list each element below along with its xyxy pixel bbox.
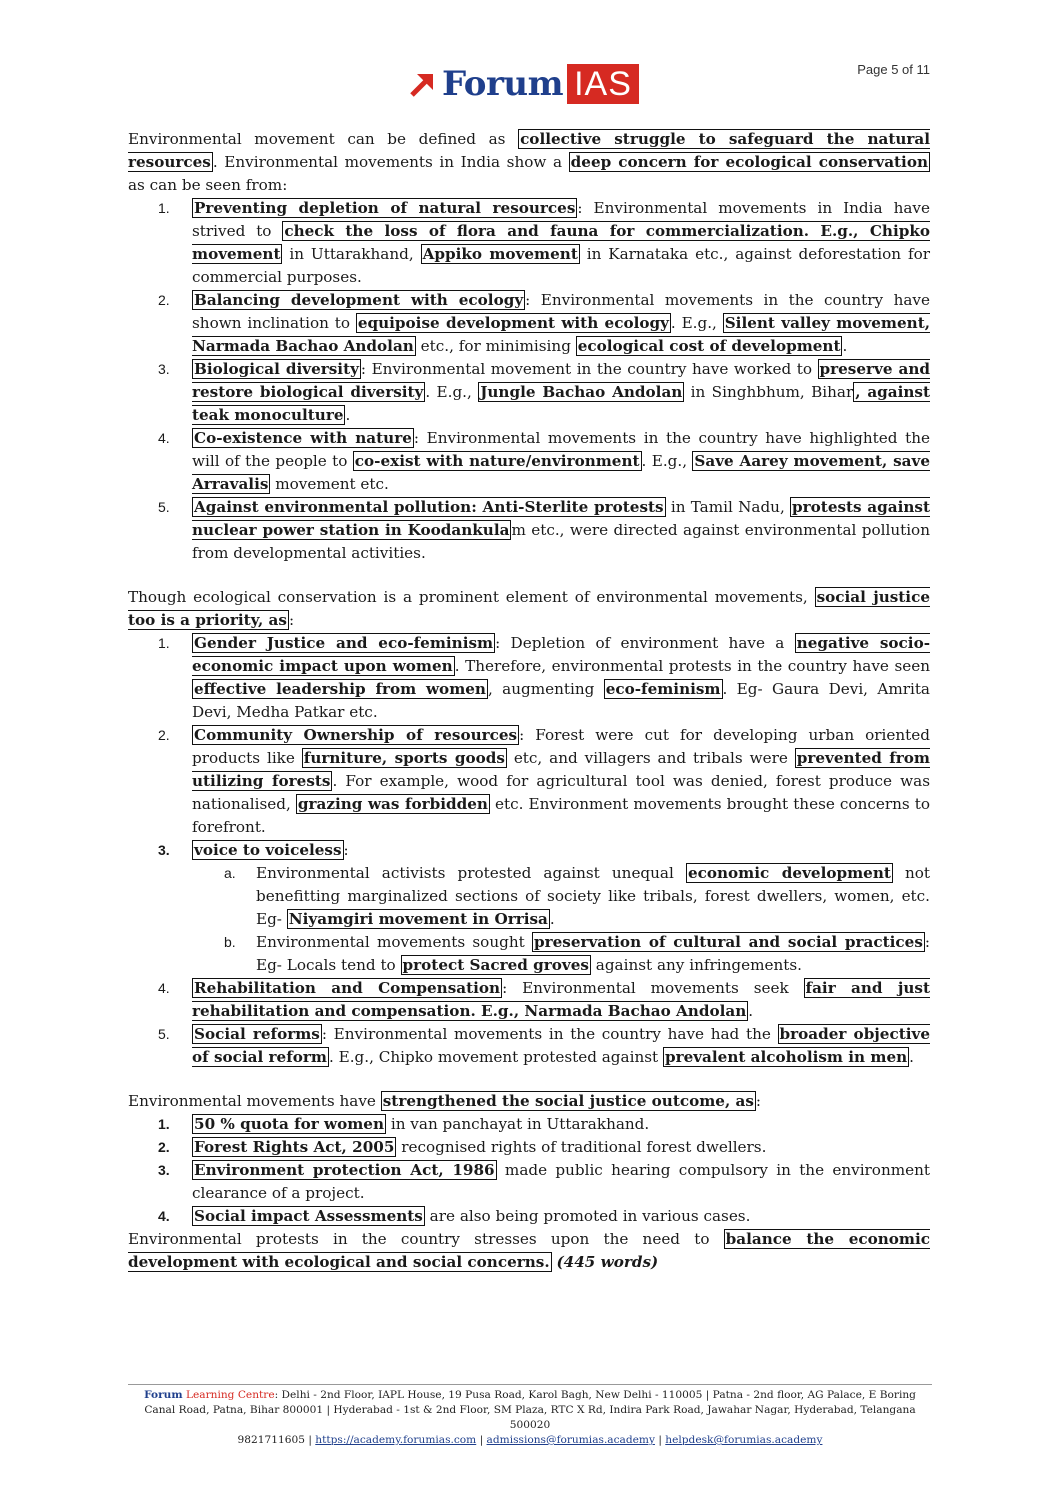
text: in Karnataka etc., against deforestation for commercial purposes. xyxy=(192,245,930,286)
text: etc. Environment movements brought these concerns to forefront. xyxy=(192,795,930,836)
list-number: 1. xyxy=(158,1116,170,1132)
list-item xyxy=(128,724,930,839)
keyword-box: Niyamgiri movement in Orrisa xyxy=(288,910,548,928)
keyword-box: protests against nuclear power station in Koodankula xyxy=(192,498,930,539)
keyword-box: economic development xyxy=(687,864,891,882)
text: recognised rights of traditional forest dwellers. xyxy=(396,1138,767,1156)
keyword-box: Rehabilitation and Compensation xyxy=(194,979,501,997)
social-justice-paragraph xyxy=(128,586,930,632)
text: : Environmental movements seek xyxy=(502,979,804,997)
outcome-paragraph xyxy=(128,1090,930,1113)
keyword-box: protect Sacred groves xyxy=(402,956,589,974)
text: : Environmental movements in the country have had the xyxy=(321,1025,778,1043)
list-number: 2. xyxy=(158,727,170,743)
list-number: 2. xyxy=(158,292,170,308)
text: . E.g., xyxy=(641,452,693,470)
keyword-box: Co-existence with nature xyxy=(194,429,412,447)
text: , augmenting xyxy=(487,680,604,698)
sub-list-item xyxy=(128,931,930,977)
text: Environmental movements have xyxy=(128,1092,381,1110)
text: : Environmental movements in India have strived to xyxy=(192,199,930,240)
footer xyxy=(128,1388,932,1448)
separator: | xyxy=(476,1434,487,1446)
list-number: 3. xyxy=(158,1162,170,1178)
text: . Environmental movements in India show a xyxy=(212,153,569,171)
logo-forum-text: Forum xyxy=(442,64,564,104)
keyword-box: preservation of cultural and social practices xyxy=(533,933,923,951)
list-item xyxy=(128,358,930,427)
text: in Singhbhum, Bihar xyxy=(684,383,854,401)
list-number: 3. xyxy=(158,361,170,377)
footer-phone: 9821711605 xyxy=(237,1434,305,1446)
list-ecological-conservation xyxy=(128,197,930,565)
text: not benefitting marginalized sections of society like tribals, forest dwellers, women, etc. Eg- xyxy=(256,864,931,928)
keyword-box: broader objective of social reform xyxy=(192,1025,930,1066)
text: . xyxy=(748,1002,754,1020)
list-item xyxy=(128,496,930,565)
keyword-box: Social impact Assessments xyxy=(194,1207,423,1225)
separator: | xyxy=(304,1434,316,1446)
keyword-box: Community Ownership of resources xyxy=(194,726,518,744)
text: . Therefore, environmental protests in the country have seen xyxy=(454,657,930,675)
text: . E.g., xyxy=(425,383,479,401)
text: : xyxy=(288,611,295,629)
keyword-box: prevalent alcoholism in men xyxy=(664,1048,908,1066)
keyword-box: ecological cost of development xyxy=(577,337,841,355)
keyword-box: collective struggle to safeguard the natural resources xyxy=(128,130,930,171)
keyword-box: check the loss of flora and fauna for commercialization. E.g., Chipko movement xyxy=(192,222,930,263)
text: : Environmental movements in the country have shown inclination to xyxy=(192,291,931,332)
list-number: 4. xyxy=(158,980,170,996)
sub-list-item xyxy=(128,862,930,931)
list-item xyxy=(128,1205,930,1228)
conclusion-paragraph xyxy=(128,1228,930,1274)
text: : Environmental movements in the country have highlighted the will of the people to xyxy=(192,429,930,470)
forumias-logo xyxy=(408,64,639,104)
list-number: 3. xyxy=(158,842,170,858)
footer-address: : Delhi - 2nd Floor, IAPL House, 19 Pusa Road, Karol Bagh, New Delhi - 110005 | Patna - 2nd floor, AG Palace, E Boring Canal Road, Patna, Bihar 800001 | Hyderabad - 1st & 2nd Floor, SM Plaza, RTC X Rd, Indira Park Road, Jawahar Nagar, Hyderabad, Telangana 500020 xyxy=(144,1389,916,1431)
text: . xyxy=(345,406,351,424)
list-item xyxy=(128,289,930,358)
article-body xyxy=(128,128,930,1274)
keyword-box: Social reforms xyxy=(194,1025,320,1043)
list-number: 5. xyxy=(158,1026,170,1042)
paragraph-gap xyxy=(128,565,930,586)
text: : Forest were cut for developing urban oriented products like xyxy=(192,726,930,767)
list-item xyxy=(128,427,930,496)
keyword-box: social justice too is a priority, as xyxy=(128,588,930,629)
list-item xyxy=(128,1136,930,1159)
list-number: 5. xyxy=(158,499,170,515)
text: etc, and villagers and tribals were xyxy=(506,749,795,767)
intro-paragraph xyxy=(128,128,930,197)
list-item xyxy=(128,839,930,977)
paragraph-gap xyxy=(128,1069,930,1090)
list-number: 2. xyxy=(158,1139,170,1155)
keyword-box: eco-feminism xyxy=(605,680,721,698)
logo-ias-text: IAS xyxy=(567,64,639,104)
text: Environmental protests in the country stresses upon the need to xyxy=(128,1230,724,1248)
text: Environmental movements sought xyxy=(256,933,532,951)
text: Though ecological conservation is a prominent element of environmental movements, xyxy=(128,588,815,606)
keyword-box: effective leadership from women xyxy=(194,680,486,698)
list-item xyxy=(128,1159,930,1205)
keyword-box: Biological diversity xyxy=(194,360,359,378)
word-count: (445 words) xyxy=(556,1253,659,1271)
text: are also being promoted in various cases. xyxy=(424,1207,751,1225)
list-number: 4. xyxy=(158,1208,170,1224)
list-item xyxy=(128,1113,930,1136)
list-item xyxy=(128,197,930,289)
footer-brand: Forum xyxy=(144,1389,183,1401)
text: made public hearing compulsory in the environment clearance of a project. xyxy=(192,1161,931,1202)
footer-helpdesk-email-link[interactable]: helpdesk@forumias.academy xyxy=(665,1434,823,1446)
keyword-box: deep concern for ecological conservation xyxy=(570,153,928,171)
keyword-box: furniture, sports goods xyxy=(303,749,505,767)
text: : Eg- Locals tend to xyxy=(256,933,931,974)
text: etc., for minimising xyxy=(415,337,576,355)
text: m etc., were directed against environmental pollution from developmental activities. xyxy=(192,521,930,562)
keyword-box: Against environmental pollution: Anti-Sterlite protests xyxy=(194,498,664,516)
text: . E.g., Chipko movement protested against xyxy=(328,1048,663,1066)
sub-list-letter: a. xyxy=(224,865,236,881)
text: in Uttarakhand, xyxy=(282,245,421,263)
keyword-box: Jungle Bachao Andolan xyxy=(480,383,683,401)
text: : xyxy=(755,1092,762,1110)
text: : Depletion of environment have a xyxy=(495,634,795,652)
keyword-box: grazing was forbidden xyxy=(297,795,488,813)
keyword-box: Gender Justice and eco-feminism xyxy=(194,634,494,652)
keyword-box: negative socio-economic impact upon women xyxy=(192,634,931,675)
list-number: 1. xyxy=(158,200,170,216)
keyword-box: equipoise development with ecology xyxy=(357,314,669,332)
keyword-box: preserve and restore biological diversity xyxy=(192,360,930,401)
text: in van panchayat in Uttarakhand. xyxy=(386,1115,650,1133)
footer-admissions-email-link[interactable]: admissions@forumias.academy xyxy=(486,1434,655,1446)
text: in Tamil Nadu, xyxy=(665,498,791,516)
page-number: Page 5 of 11 xyxy=(857,62,930,77)
list-number: 4. xyxy=(158,430,170,446)
text: against any infringements. xyxy=(590,956,802,974)
text: as can be seen from: xyxy=(128,176,288,194)
keyword-box: Appiko movement xyxy=(422,245,578,263)
keyword-box: voice to voiceless xyxy=(194,841,342,859)
keyword-box: , against teak monoculture xyxy=(192,383,930,424)
footer-brand-suffix: Learning Centre xyxy=(182,1389,275,1401)
keyword-box: fair and just rehabilitation and compensation. E.g., Narmada Bachao Andolan xyxy=(192,979,930,1020)
text: . xyxy=(842,337,848,355)
keyword-box: Silent valley movement, Narmada Bachao Andolan xyxy=(192,314,930,355)
text: Environmental movement can be defined as xyxy=(128,130,519,148)
text: Environmental activists protested against unequal xyxy=(256,864,686,882)
arrow-logo-icon xyxy=(408,69,438,99)
list-number: 1. xyxy=(158,635,170,651)
keyword-box: 50 % quota for women xyxy=(194,1115,385,1133)
keyword-box: Balancing development with ecology xyxy=(194,291,524,309)
keyword-box: Save Aarey movement, save Arravalis xyxy=(192,452,931,493)
list-item xyxy=(128,1023,930,1069)
list-social-justice xyxy=(128,632,930,1069)
text: . E.g., xyxy=(670,314,723,332)
keyword-box: prevented from utilizing forests xyxy=(192,749,930,790)
list-item xyxy=(128,632,930,724)
keyword-box: Preventing depletion of natural resources xyxy=(194,199,576,217)
keyword-box: strengthened the social justice outcome, as xyxy=(382,1092,754,1110)
footer-divider xyxy=(128,1384,932,1385)
keyword-box: co-exist with nature/environment xyxy=(354,452,640,470)
separator: | xyxy=(654,1434,666,1446)
sub-list-letter: b. xyxy=(224,934,236,950)
text: movement etc. xyxy=(270,475,389,493)
list-outcomes xyxy=(128,1113,930,1228)
keyword-box: balance the economic development with ecological and social concerns. xyxy=(128,1230,930,1271)
keyword-box: Environment protection Act, 1986 xyxy=(194,1161,495,1179)
footer-website-link[interactable]: https://academy.forumias.com xyxy=(315,1434,477,1446)
text: : xyxy=(343,841,349,859)
list-item xyxy=(128,977,930,1023)
keyword-box: Forest Rights Act, 2005 xyxy=(194,1138,395,1156)
text: : Environmental movement in the country have worked to xyxy=(360,360,818,378)
text: . For example, wood for agricultural tool was denied, forest produce was nationalised, xyxy=(192,772,930,813)
text: . xyxy=(549,910,555,928)
text: . xyxy=(909,1048,914,1066)
text: . Eg- Gaura Devi, Amrita Devi, Medha Patkar etc. xyxy=(192,680,930,721)
